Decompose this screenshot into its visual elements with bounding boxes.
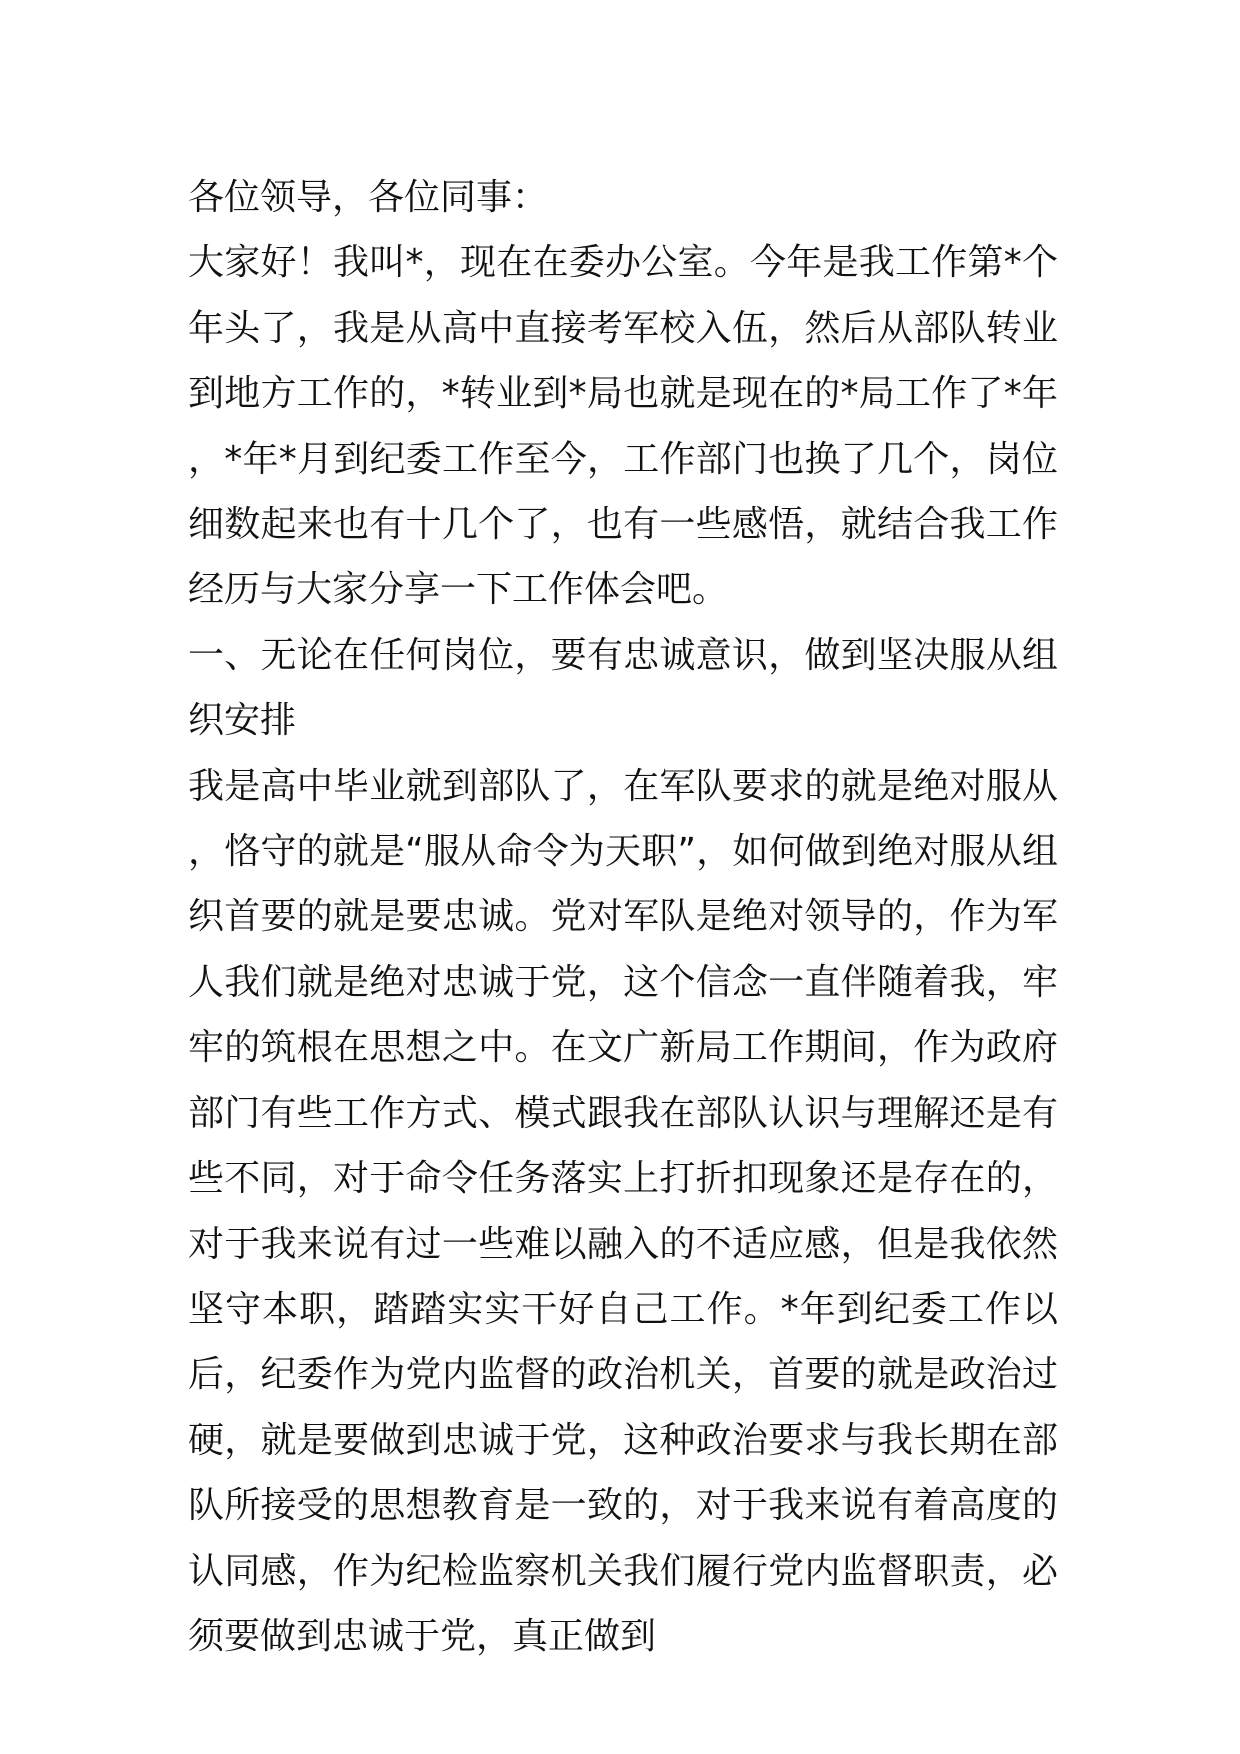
section-heading-1: 一、无论在任何岗位，要有忠诚意识，做到坚决服从组织安排 xyxy=(188,634,1058,742)
document-body xyxy=(188,165,1058,1669)
section-1-paragraph: 我是高中毕业就到部队了，在军队要求的就是绝对服从，恪守的就是“服从命令为天职”，如何做到绝对服从组织首要的就是要忠诚。党对军队是绝对领导的，作为军人我们就是绝对忠诚于党，这个信念一直伴随着我，牢牢的筑根在思想之中。在文广新局工作期间，作为政府部门有些工作方式、模式跟我在部队认识与理解还是有些不同，对于命令任务落实上打折扣现象还是存在的，对于我来说有过一些难以融入的不适应感，但是我依然坚守本职，踏踏实实干好自己工作。*年到纪委工作以后，纪委作为党内监督的政治机关，首要的就是政治过硬，就是要做到忠诚于党，这种政治要求与我长期在部队所接受的思想教育是一致的，对于我来说有着高度的认同感，作为纪检监察机关我们履行党内监督职责，必须要做到忠诚于党，真正做到 xyxy=(188,765,1058,1657)
intro-paragraph: 大家好！我叫*，现在在委办公室。今年是我工作第*个年头了，我是从高中直接考军校入伍，然后从部队转业到地方工作的，*转业到*局也就是现在的*局工作了*年，*年*月到纪委工作至今，工作部门也换了几个，岗位细数起来也有十几个了，也有一些感悟，就结合我工作经历与大家分享一下工作体会吧。 xyxy=(188,242,1058,611)
salutation: 各位领导，各位同事： xyxy=(188,177,549,218)
